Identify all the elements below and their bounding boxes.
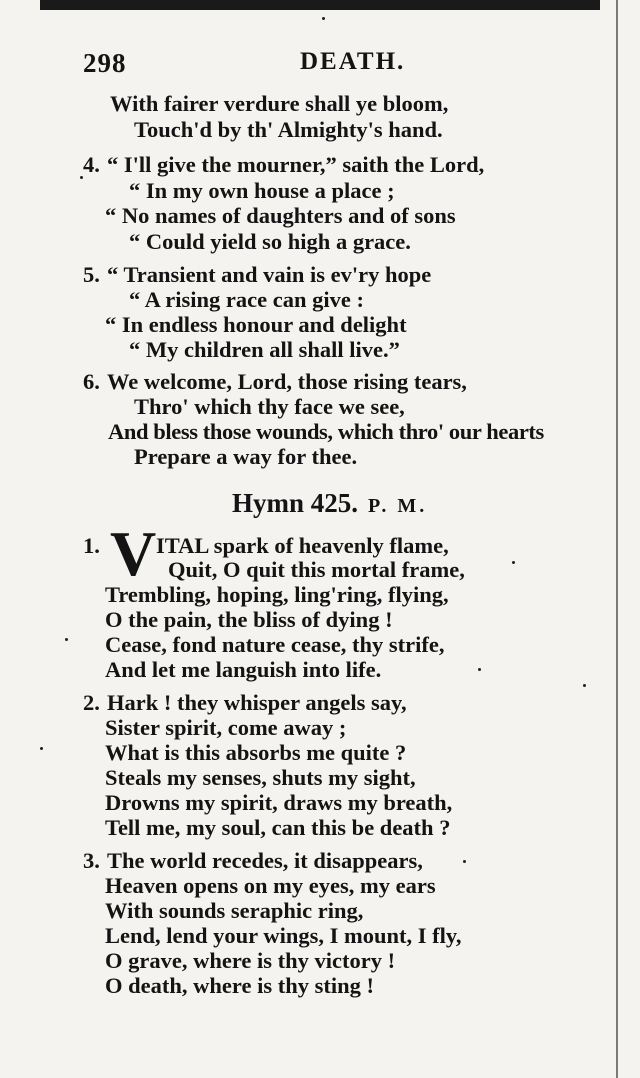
stanza-number: 1. [83, 533, 100, 558]
verse-line: “ No names of daughters and of sons [105, 203, 456, 228]
verse-line: Tell me, my soul, can this be death ? [105, 815, 451, 840]
verse-line: “ In my own house a place ; [129, 178, 395, 203]
stanza-number: 3. [83, 848, 100, 873]
scan-speck [512, 561, 515, 564]
stanza-4-line-1: 4. “ I'll give the mourner,” saith the Lord, [83, 152, 485, 177]
hymn-meter: P. M. [368, 495, 428, 517]
verse-line: Steals my senses, shuts my sight, [105, 765, 416, 790]
verse-line: Prepare a way for thee. [134, 444, 358, 469]
verse-line: With fairer verdure shall ye bloom, [110, 91, 449, 116]
verse-line: “ My children all shall live.” [129, 337, 400, 362]
verse-line: ITAL spark of heavenly flame, [156, 533, 449, 558]
verse-line: Sister spirit, come away ; [105, 715, 347, 740]
scan-speck [80, 176, 83, 179]
verse-line: O death, where is thy sting ! [105, 973, 374, 998]
verse-line: Thro' which thy face we see, [134, 394, 405, 419]
verse-line: O grave, where is thy victory ! [105, 948, 396, 973]
drop-cap: V [110, 518, 157, 589]
hymn-title: Hymn 425. P. M. [232, 488, 428, 518]
verse-line: And let me languish into life. [105, 657, 382, 682]
scan-speck [40, 747, 43, 750]
verse-line: O the pain, the bliss of dying ! [105, 607, 393, 632]
stanza-number: 5. [83, 262, 100, 287]
stanza-number: 4. [83, 152, 100, 177]
verse-line: With sounds seraphic ring, [105, 898, 364, 923]
stanza-number: 6. [83, 369, 100, 394]
top-rule [40, 0, 600, 10]
scan-speck [583, 684, 586, 687]
verse-line: And bless those wounds, which thro' our hearts [108, 419, 544, 444]
scan-speck [322, 17, 325, 20]
stanza-6-line-1: 6. We welcome, Lord, those rising tears, [83, 369, 467, 394]
page-header [0, 48, 640, 88]
scan-speck [478, 668, 481, 671]
verse-line: “ A rising race can give : [129, 287, 364, 312]
verse-line: “ Could yield so high a grace. [129, 229, 411, 254]
verse-line: What is this absorbs me quite ? [105, 740, 407, 765]
page-edge [616, 0, 618, 1078]
scan-speck [463, 860, 466, 863]
verse-line: Cease, fond nature cease, thy strife, [105, 632, 445, 657]
verse-line: Heaven opens on my eyes, my ears [105, 873, 436, 898]
verse-line: Lend, lend your wings, I mount, I fly, [105, 923, 462, 948]
scan-speck [65, 638, 68, 641]
verse-line: Drowns my spirit, draws my breath, [105, 790, 453, 815]
stanza-number: 2. [83, 690, 100, 715]
verse-line: Touch'd by th' Almighty's hand. [134, 117, 443, 142]
page-number: 298 [83, 48, 127, 78]
stanza-5-line-1: 5. “ Transient and vain is ev'ry hope [83, 262, 432, 287]
verse-line: Quit, O quit this mortal frame, [168, 557, 465, 582]
verse-line: Trembling, hoping, ling'ring, flying, [105, 582, 449, 607]
stanza-2-line-1: 2. Hark ! they whisper angels say, [83, 690, 407, 715]
running-head: DEATH. [300, 48, 406, 75]
stanza-3-line-1: 3. The world recedes, it disappears, [83, 848, 423, 873]
verse-line: “ In endless honour and delight [105, 312, 407, 337]
